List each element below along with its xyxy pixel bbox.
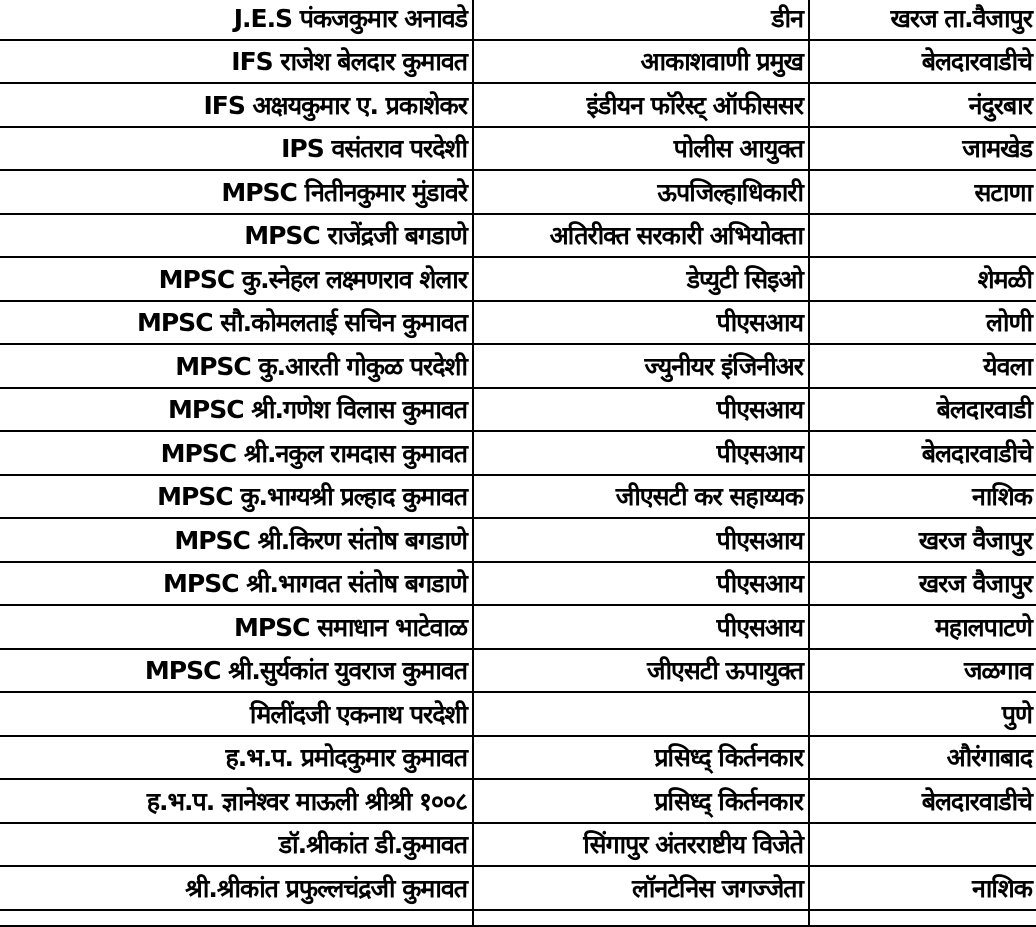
- table-row: [0, 83, 1036, 127]
- place-cell: बेलदारवाडीचे: [809, 779, 1036, 823]
- table-row: [0, 605, 1036, 649]
- designation-cell: अतिरीक्त सरकारी अभियोक्ता: [473, 214, 809, 258]
- table-row: [0, 779, 1036, 823]
- table-row: [0, 518, 1036, 562]
- table-row: [0, 866, 1036, 910]
- name-cell: मिलींदजी एकनाथ परदेशी: [0, 692, 473, 736]
- place-cell: लोणी: [809, 301, 1036, 345]
- designation-cell: लॉनटेनिस जगज्जेता: [473, 866, 809, 910]
- table-row: [0, 692, 1036, 736]
- designation-cell: प्रसिध्द् किर्तनकार: [473, 779, 809, 823]
- name-cell: IFS अक्षयकुमार ए. प्रकाशेकर: [0, 83, 473, 127]
- table-row-empty: [0, 910, 1036, 926]
- designation-cell: डेप्युटी सिइओ: [473, 257, 809, 301]
- place-cell: नंदुरबार: [809, 83, 1036, 127]
- name-cell: MPSC नितीनकुमार मुंडावरे: [0, 170, 473, 214]
- table-row: [0, 388, 1036, 432]
- place-cell: नाशिक: [809, 475, 1036, 519]
- table-row: [0, 823, 1036, 867]
- designation-cell: ऊपजिल्हाधिकारी: [473, 170, 809, 214]
- name-cell: J.E.S पंकजकुमार अनावडे: [0, 0, 473, 40]
- designation-cell: प्रसिध्द् किर्तनकार: [473, 736, 809, 780]
- designation-cell: पीएसआय: [473, 518, 809, 562]
- designation-cell: [473, 692, 809, 736]
- table-row: [0, 214, 1036, 258]
- empty-cell: [809, 910, 1036, 926]
- designation-cell: आकाशवाणी प्रमुख: [473, 40, 809, 84]
- name-cell: ह.भ.प. प्रमोदकुमार कुमावत: [0, 736, 473, 780]
- table-row: [0, 649, 1036, 693]
- name-cell: IFS राजेश बेलदार कुमावत: [0, 40, 473, 84]
- table-row: [0, 562, 1036, 606]
- table-row: [0, 736, 1036, 780]
- designation-cell: इंडीयन फॉरेस्ट् ऑफीससर: [473, 83, 809, 127]
- table-row: [0, 257, 1036, 301]
- place-cell: बेलदारवाडी: [809, 388, 1036, 432]
- empty-cell: [0, 910, 473, 926]
- place-cell: शेमळी: [809, 257, 1036, 301]
- table-row: [0, 40, 1036, 84]
- designation-cell: पोलीस आयुक्त: [473, 127, 809, 171]
- designation-cell: पीएसआय: [473, 301, 809, 345]
- place-cell: जळगाव: [809, 649, 1036, 693]
- name-cell: ह.भ.प. ज्ञानेश्वर माऊली श्रीश्री १००८: [0, 779, 473, 823]
- name-cell: MPSC कु.आरती गोकुळ परदेशी: [0, 344, 473, 388]
- designation-cell: पीएसआय: [473, 605, 809, 649]
- designation-cell: जीएसटी कर सहाय्यक: [473, 475, 809, 519]
- name-cell: श्री.श्रीकांत प्रफुल्लचंद्रजी कुमावत: [0, 866, 473, 910]
- place-cell: सटाणा: [809, 170, 1036, 214]
- name-cell: MPSC श्री.किरण संतोष बगडाणे: [0, 518, 473, 562]
- place-cell: नाशिक: [809, 866, 1036, 910]
- place-cell: खरज ता.वैजापुर: [809, 0, 1036, 40]
- name-cell: MPSC समाधान भाटेवाळ: [0, 605, 473, 649]
- place-cell: महालपाटणे: [809, 605, 1036, 649]
- name-cell: MPSC राजेंद्रजी बगडाणे: [0, 214, 473, 258]
- name-cell: MPSC सौ.कोमलताई सचिन कुमावत: [0, 301, 473, 345]
- empty-cell: [473, 910, 809, 926]
- name-cell: डॉ.श्रीकांत डी.कुमावत: [0, 823, 473, 867]
- designation-cell: पीएसआय: [473, 388, 809, 432]
- place-cell: खरज वैजापुर: [809, 518, 1036, 562]
- name-cell: MPSC श्री.गणेश विलास कुमावत: [0, 388, 473, 432]
- place-cell: खरज वैजापुर: [809, 562, 1036, 606]
- table-row: [0, 344, 1036, 388]
- table-row: [0, 431, 1036, 475]
- name-cell: MPSC श्री.सुर्यकांत युवराज कुमावत: [0, 649, 473, 693]
- table-row: [0, 475, 1036, 519]
- place-cell: पुणे: [809, 692, 1036, 736]
- designation-cell: जीएसटी ऊपायुक्त: [473, 649, 809, 693]
- designation-cell: सिंगापुर अंतरराष्टीय विजेते: [473, 823, 809, 867]
- name-cell: IPS वसंतराव परदेशी: [0, 127, 473, 171]
- place-cell: औरंगाबाद: [809, 736, 1036, 780]
- designation-cell: पीएसआय: [473, 562, 809, 606]
- name-cell: MPSC श्री.नकुल रामदास कुमावत: [0, 431, 473, 475]
- place-cell: बेलदारवाडीचे: [809, 431, 1036, 475]
- place-cell: [809, 214, 1036, 258]
- name-cell: MPSC श्री.भागवत संतोष बगडाणे: [0, 562, 473, 606]
- designation-cell: डीन: [473, 0, 809, 40]
- place-cell: [809, 823, 1036, 867]
- designation-cell: पीएसआय: [473, 431, 809, 475]
- place-cell: जामखेड: [809, 127, 1036, 171]
- place-cell: बेलदारवाडीचे: [809, 40, 1036, 84]
- table-row: [0, 127, 1036, 171]
- table-row: [0, 301, 1036, 345]
- designation-cell: ज्युनीयर इंजिनीअर: [473, 344, 809, 388]
- table-row: [0, 0, 1036, 40]
- place-cell: येवला: [809, 344, 1036, 388]
- table-row: [0, 170, 1036, 214]
- name-cell: MPSC कु.स्नेहल लक्ष्मणराव शेलार: [0, 257, 473, 301]
- name-cell: MPSC कु.भाग्यश्री प्रल्हाद कुमावत: [0, 475, 473, 519]
